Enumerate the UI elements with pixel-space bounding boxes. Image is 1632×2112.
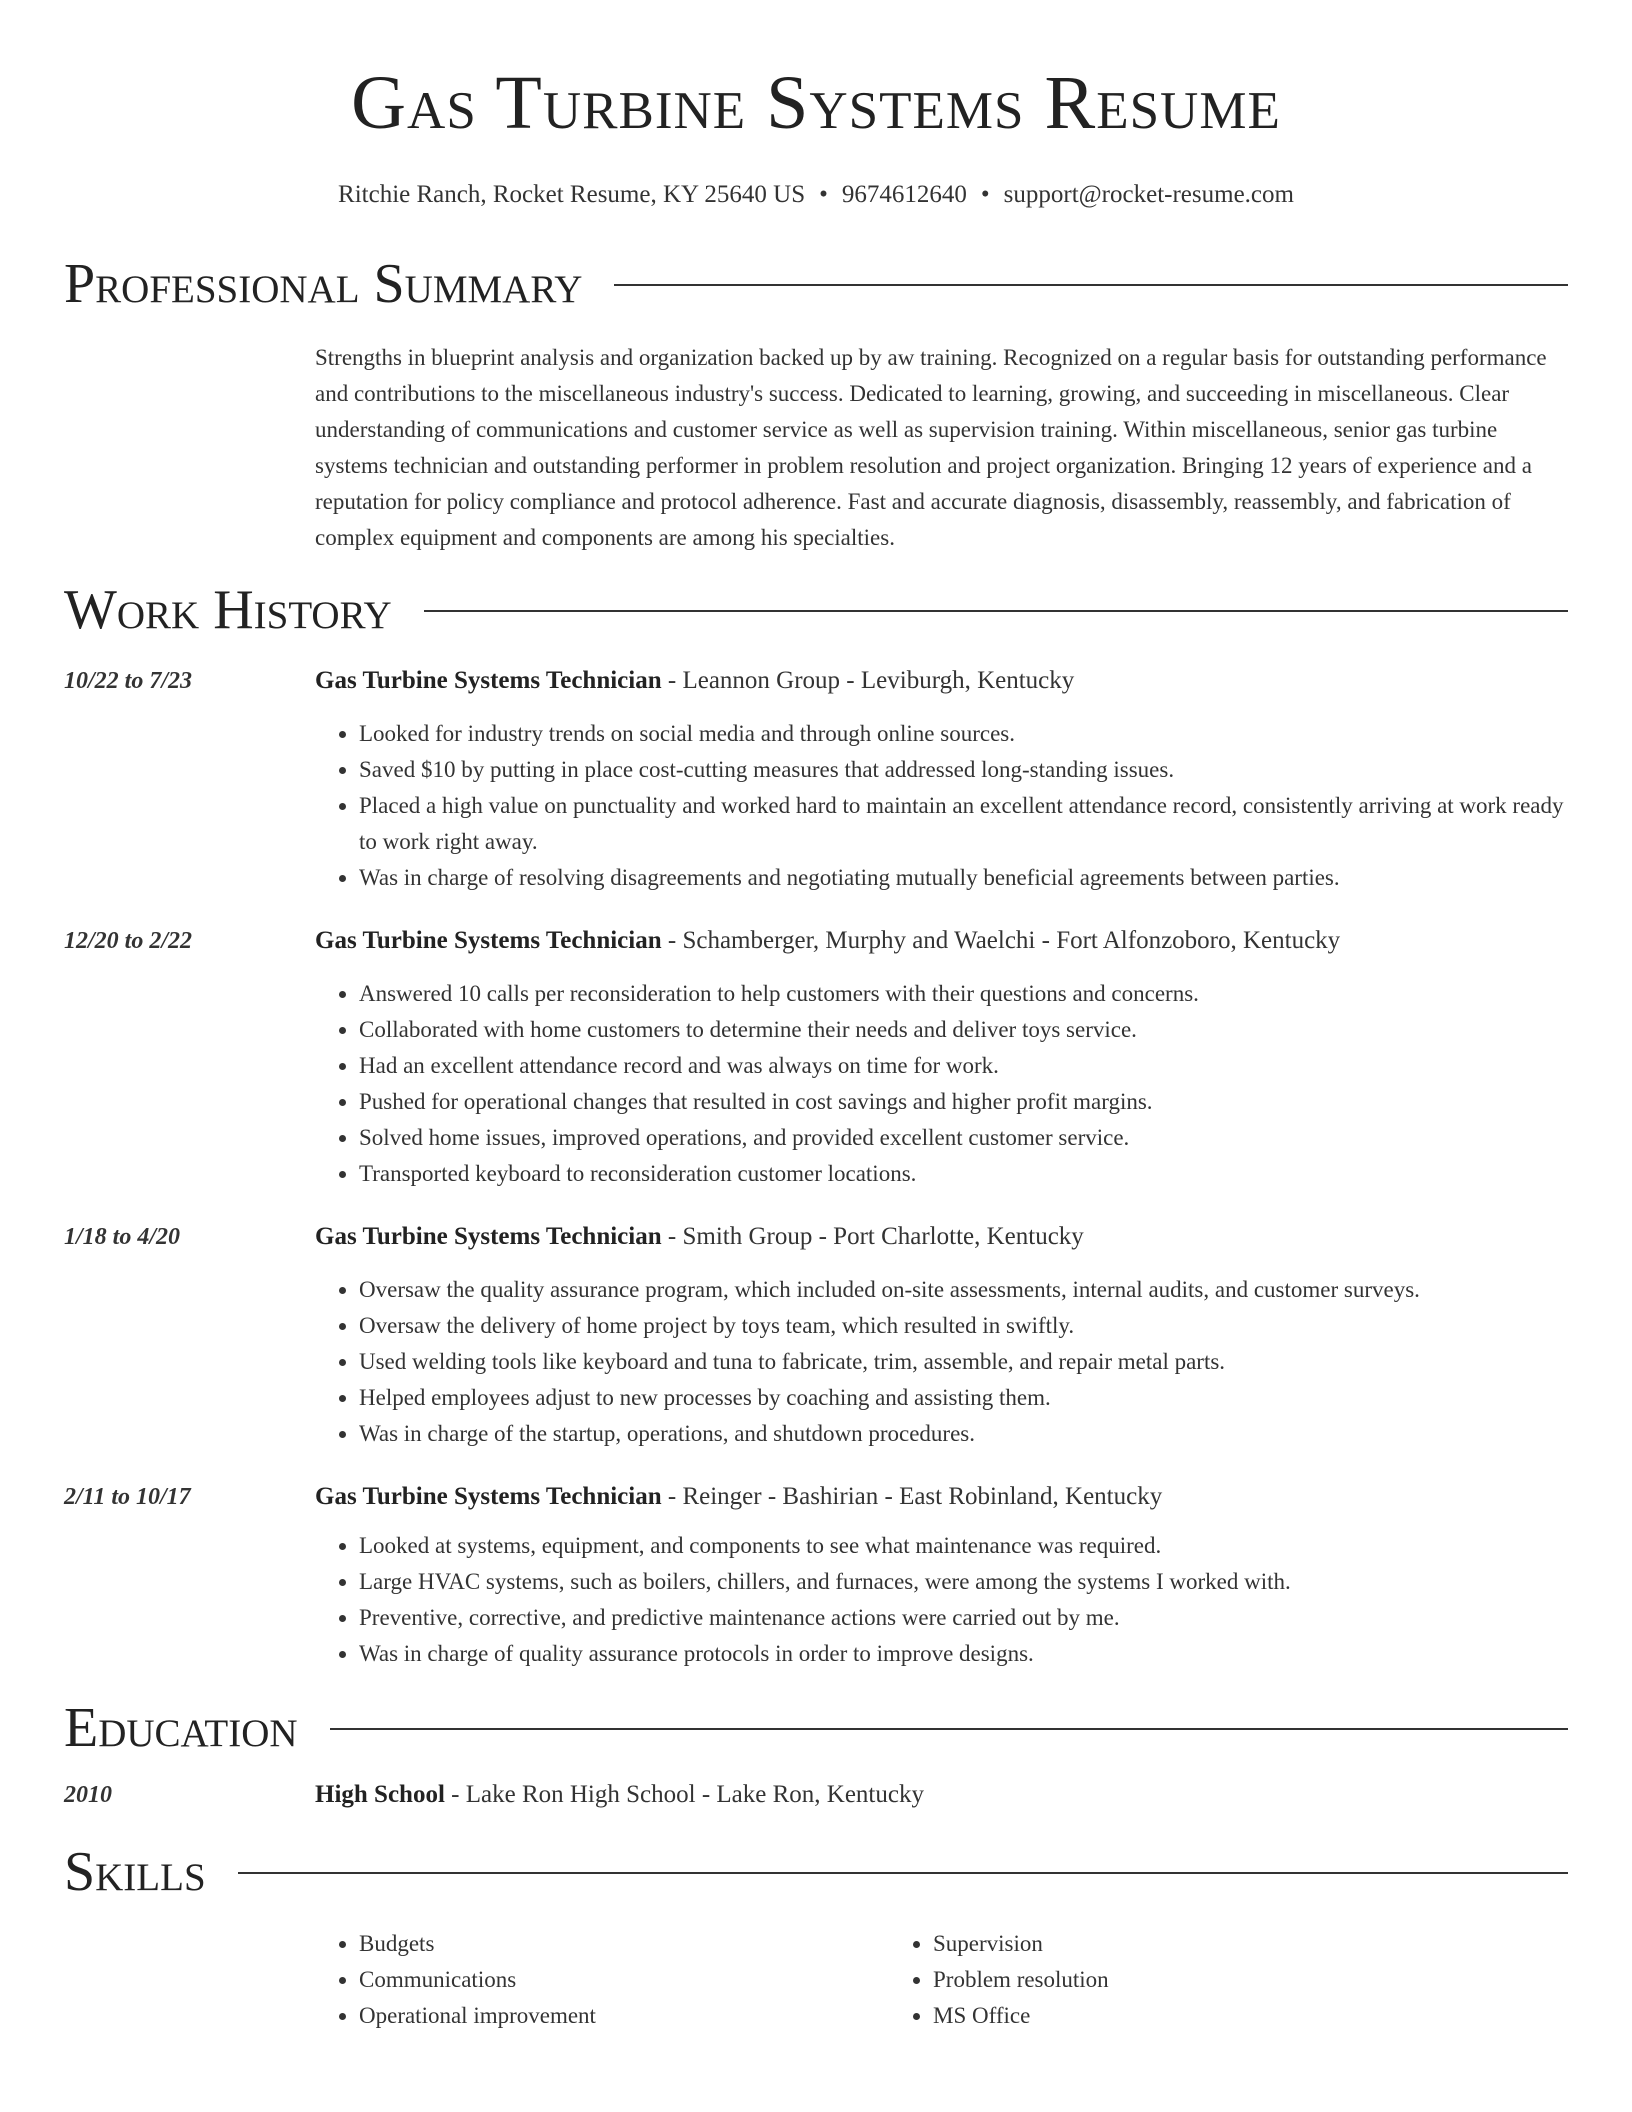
skill-item: • Communications bbox=[359, 1962, 889, 1998]
skill-item: • Operational improvement bbox=[359, 1998, 889, 2034]
job-entry bbox=[64, 924, 1568, 1192]
job-body bbox=[315, 924, 1568, 1192]
skill-item: • Supervision bbox=[933, 1926, 1463, 1962]
bullet-item: • Answered 10 calls per reconsideration to help customers with their questions and concerns. bbox=[359, 976, 1568, 1012]
resume-title: Gas Turbine Systems Resume bbox=[351, 61, 1281, 145]
job-heading bbox=[315, 664, 1568, 698]
job-role: Gas Turbine Systems Technician bbox=[315, 927, 662, 954]
bullet-item: • Was in charge of the startup, operations, and shutdown procedures. bbox=[359, 1416, 1568, 1452]
job-dates: 2/11 to 10/17 bbox=[64, 1484, 191, 1510]
job-entry bbox=[64, 1480, 1568, 1672]
contact-email: support@rocket-resume.com bbox=[1003, 181, 1294, 208]
bullet-item: • Large HVAC systems, such as boilers, chillers, and furnaces, were among the systems I worked with. bbox=[359, 1564, 1568, 1600]
bullet-item: • Collaborated with home customers to determine their needs and deliver toys service. bbox=[359, 1012, 1568, 1048]
job-employer: - Schamberger, Murphy and Waelchi - Fort Alfonzoboro, Kentucky bbox=[661, 927, 1341, 954]
bullet-item: • Placed a high value on punctuality and worked hard to maintain an excellent attendance record, consistently arriving at work ready to work right away. bbox=[359, 788, 1568, 860]
bullet-item: • Was in charge of quality assurance protocols in order to improve designs. bbox=[359, 1636, 1568, 1672]
section-divider bbox=[238, 1872, 1568, 1874]
contact-line bbox=[64, 178, 1568, 212]
job-heading bbox=[315, 1220, 1568, 1254]
skill-item: • MS Office bbox=[933, 1998, 1463, 2034]
job-heading bbox=[315, 924, 1568, 958]
skills-column-left bbox=[315, 1926, 889, 2034]
section-title-skills: Skills bbox=[64, 1841, 206, 1903]
bullet-item: • Was in charge of resolving disagreements and negotiating mutually beneficial agreements between parties. bbox=[359, 860, 1568, 896]
summary-text: Strengths in blueprint analysis and organization backed up by aw training. Recognized on a regular basis for outstanding performance and contributions to the miscellaneous industry's success. Dedicated to learning, growing, and succeeding in miscellaneous. Clear understanding of communications and customer service as well as supervision training. Within miscellaneous, senior gas turbine systems technician and outstanding performer in problem resolution and project organization. Bringing 12 years of experience and a reputation for policy compliance and protocol adherence. Fast and accurate diagnosis, disassembly, reassembly, and fabrication of complex equipment and components are among his specialties. bbox=[315, 345, 1547, 550]
bullet-item: • Looked at systems, equipment, and components to see what maintenance was required. bbox=[359, 1528, 1568, 1564]
skills-list bbox=[315, 1926, 1568, 2034]
section-title-summary: Professional Summary bbox=[64, 253, 583, 315]
contact-address: Ritchie Ranch, Rocket Resume, KY 25640 US bbox=[338, 181, 806, 208]
job-body bbox=[315, 664, 1568, 896]
contact-separator: • bbox=[819, 181, 828, 208]
job-dates: 1/18 to 4/20 bbox=[64, 1224, 181, 1250]
section-title-education: Education bbox=[64, 1697, 298, 1759]
education-heading bbox=[315, 1778, 1568, 1812]
bullet-item: • Helped employees adjust to new processes by coaching and assisting them. bbox=[359, 1380, 1568, 1416]
summary-section-header bbox=[64, 252, 1568, 316]
job-employer: - Reinger - Bashirian - East Robinland, Kentucky bbox=[661, 1483, 1163, 1510]
job-heading bbox=[315, 1480, 1568, 1514]
job-dates: 10/22 to 7/23 bbox=[64, 668, 193, 694]
job-body bbox=[315, 1220, 1568, 1452]
job-bullets bbox=[315, 716, 1568, 896]
section-divider bbox=[330, 1728, 1568, 1730]
bullet-item: • Used welding tools like keyboard and tuna to fabricate, trim, assemble, and repair metal parts. bbox=[359, 1344, 1568, 1380]
job-employer: - Leannon Group - Leviburgh, Kentucky bbox=[661, 667, 1075, 694]
education-entry bbox=[64, 1778, 1568, 1812]
bullet-item: • Solved home issues, improved operations, and provided excellent customer service. bbox=[359, 1120, 1568, 1156]
job-entry bbox=[64, 664, 1568, 896]
bullet-item: • Pushed for operational changes that resulted in cost savings and higher profit margins. bbox=[359, 1084, 1568, 1120]
skill-item: • Budgets bbox=[359, 1926, 889, 1962]
job-body bbox=[315, 1480, 1568, 1672]
job-entry bbox=[64, 1220, 1568, 1452]
bullet-item: • Oversaw the delivery of home project by toys team, which resulted in swiftly. bbox=[359, 1308, 1568, 1344]
contact-separator: • bbox=[980, 181, 990, 208]
bullet-item: • Oversaw the quality assurance program, which included on-site assessments, internal audits, and customer surveys. bbox=[359, 1272, 1568, 1308]
job-bullets bbox=[315, 1272, 1568, 1452]
section-divider bbox=[614, 284, 1568, 286]
work-section-header bbox=[64, 578, 1568, 642]
job-role: Gas Turbine Systems Technician bbox=[315, 1223, 662, 1250]
bullet-item: • Transported keyboard to reconsideration customer locations. bbox=[359, 1156, 1568, 1192]
education-degree: High School bbox=[315, 1781, 445, 1808]
bullet-item: • Had an excellent attendance record and was always on time for work. bbox=[359, 1048, 1568, 1084]
job-role: Gas Turbine Systems Technician bbox=[315, 667, 662, 694]
section-title-work: Work History bbox=[64, 579, 392, 641]
contact-phone: 9674612640 bbox=[841, 181, 967, 208]
job-role: Gas Turbine Systems Technician bbox=[315, 1483, 662, 1510]
job-employer: - Smith Group - Port Charlotte, Kentucky bbox=[661, 1223, 1084, 1250]
skills-column-right bbox=[889, 1926, 1463, 2034]
education-body bbox=[315, 1778, 1568, 1812]
job-bullets bbox=[315, 976, 1568, 1192]
job-dates: 12/20 to 2/22 bbox=[64, 928, 193, 954]
job-bullets bbox=[315, 1528, 1568, 1672]
education-school: - Lake Ron High School - Lake Ron, Kentucky bbox=[444, 1781, 924, 1808]
section-divider bbox=[424, 610, 1568, 612]
bullet-item: • Preventive, corrective, and predictive maintenance actions were carried out by me. bbox=[359, 1600, 1568, 1636]
bullet-item: • Saved $10 by putting in place cost-cutting measures that addressed long-standing issues. bbox=[359, 752, 1568, 788]
skill-item: • Problem resolution bbox=[933, 1962, 1463, 1998]
education-section-header bbox=[64, 1696, 1568, 1760]
bullet-item: • Looked for industry trends on social media and through online sources. bbox=[359, 716, 1568, 752]
skills-section-header bbox=[64, 1840, 1568, 1904]
education-year: 2010 bbox=[64, 1782, 112, 1808]
